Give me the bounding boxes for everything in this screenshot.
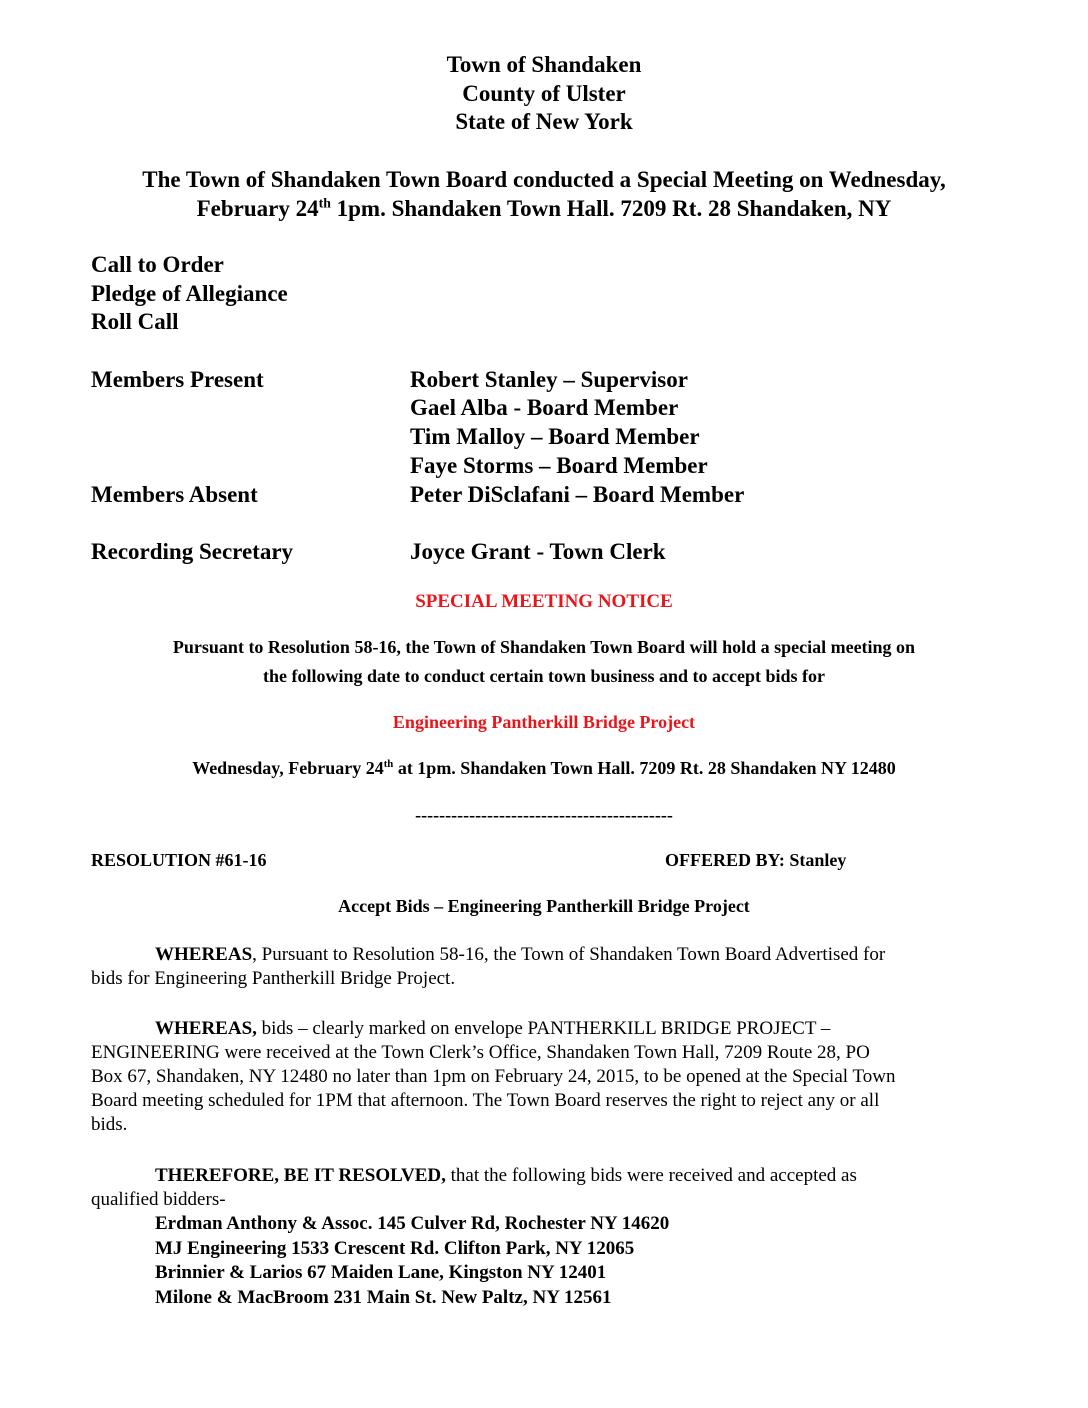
notice-date-text: Wednesday, February 24 [192, 758, 384, 778]
notice-line-2: the following date to conduct certain town business and to accept bids for [262, 666, 825, 686]
notice-line-1: Pursuant to Resolution 58-16, the Town of Shandaken Town Board will hold a special meeting on [172, 637, 916, 657]
member-present: Gael Alba - Board Member [410, 395, 679, 420]
resolution-number: RESOLUTION #61-16 [91, 850, 267, 870]
notice-project: Engineering Pantherkill Bridge Project [392, 712, 696, 732]
whereas-1-line-1 [91, 943, 885, 967]
intro-line-2 [0, 195, 1088, 223]
recording-secretary-label: Recording Secretary [91, 539, 294, 564]
notice-title: SPECIAL MEETING NOTICE [415, 591, 673, 612]
resolved-keyword: THEREFORE, BE IT RESOLVED, [155, 1165, 446, 1186]
notice-location: at 1pm. Shandaken Town Hall. 7209 Rt. 28 Shandaken NY 12480 [393, 758, 896, 778]
bidder-item: Milone & MacBroom 231 Main St. New Paltz, NY 12561 [155, 1287, 612, 1308]
state-name: State of New York [455, 109, 633, 134]
bidder-item: Brinnier & Larios 67 Maiden Lane, Kingston NY 12401 [155, 1262, 607, 1283]
member-present: Robert Stanley – Supervisor [410, 367, 688, 392]
whereas-1-text: , Pursuant to Resolution 58-16, the Town of Shandaken Town Board Advertised for [252, 944, 886, 965]
notice-date [0, 757, 1088, 779]
resolution-offered-by: OFFERED BY: Stanley [665, 850, 847, 870]
divider: ------------------------------------------- [415, 805, 673, 825]
whereas-2-line-4: Board meeting scheduled for 1PM that afternoon. The Town Board reserves the right to reject any or all [91, 1090, 880, 1111]
county-name: County of Ulster [462, 81, 626, 106]
member-present: Faye Storms – Board Member [410, 453, 708, 478]
member-present: Tim Malloy – Board Member [410, 424, 700, 449]
resolution-title: Accept Bids – Engineering Pantherkill Bridge Project [338, 896, 750, 916]
members-present-label: Members Present [91, 367, 264, 392]
whereas-2-line-2: ENGINEERING were received at the Town Clerk’s Office, Shandaken Town Hall, 7209 Route 28, PO [91, 1042, 870, 1063]
intro-line-1: The Town of Shandaken Town Board conducted a Special Meeting on Wednesday, [142, 167, 946, 192]
notice-date-suffix: th [383, 758, 394, 770]
whereas-2-line-5: bids. [91, 1114, 128, 1135]
member-absent: Peter DiSclafani – Board Member [410, 482, 745, 507]
whereas-keyword: WHEREAS [155, 944, 253, 965]
members-absent-label: Members Absent [91, 482, 258, 507]
agenda-pledge: Pledge of Allegiance [91, 281, 288, 306]
agenda-call-to-order: Call to Order [91, 252, 224, 277]
resolved-line-1 [91, 1164, 857, 1188]
resolved-text: that the following bids were received and accepted as [445, 1165, 857, 1186]
intro-location: 1pm. Shandaken Town Hall. 7209 Rt. 28 Shandaken, NY [330, 196, 892, 221]
intro-date: February 24 [196, 196, 319, 221]
agenda-roll-call: Roll Call [91, 309, 179, 334]
whereas-2-text: bids – clearly marked on envelope PANTHERKILL BRIDGE PROJECT – [256, 1018, 831, 1039]
recording-secretary: Joyce Grant - Town Clerk [410, 539, 666, 564]
whereas-keyword: WHEREAS, [155, 1018, 257, 1039]
intro-date-suffix: th [318, 195, 331, 211]
whereas-2-line-3: Box 67, Shandaken, NY 12480 no later than 1pm on February 24, 2015, to be opened at the Special Town [91, 1066, 896, 1087]
whereas-2-line-1 [91, 1017, 830, 1041]
bidder-item: MJ Engineering 1533 Crescent Rd. Clifton Park, NY 12065 [155, 1238, 635, 1259]
bidder-item: Erdman Anthony & Assoc. 145 Culver Rd, Rochester NY 14620 [155, 1213, 670, 1234]
town-name: Town of Shandaken [446, 52, 642, 77]
whereas-1-line-2: bids for Engineering Pantherkill Bridge Project. [91, 968, 456, 989]
resolved-line-2: qualified bidders- [91, 1189, 226, 1210]
